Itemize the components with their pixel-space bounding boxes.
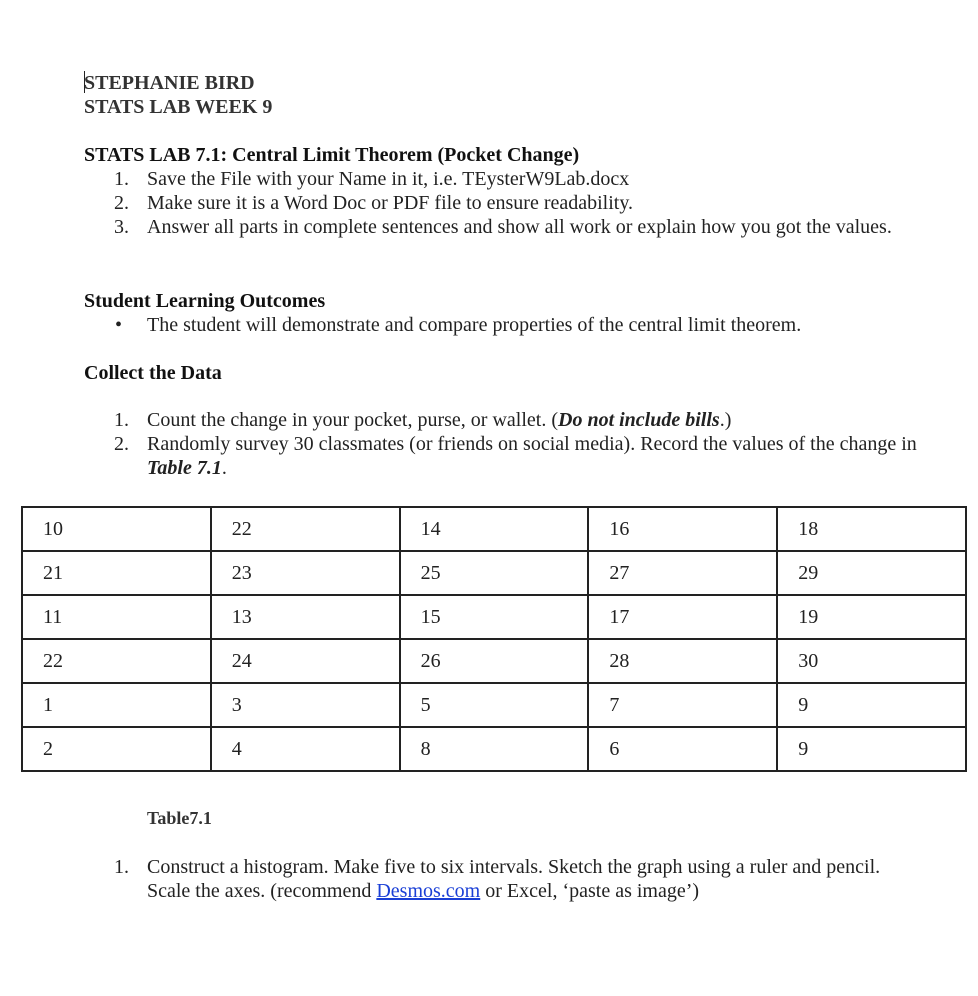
emphasis-text: Table 7.1 <box>147 457 222 479</box>
table-cell[interactable]: 11 <box>22 595 211 639</box>
list-item-text-end: . <box>221 457 227 479</box>
list-number: 1. <box>114 856 129 878</box>
table-row <box>22 727 966 771</box>
table-cell[interactable]: 4 <box>211 727 400 771</box>
list-item-text: Count the change in your pocket, purse, or wallet. ( <box>147 409 558 431</box>
table-cell[interactable]: 13 <box>211 595 400 639</box>
table-cell[interactable]: 28 <box>588 639 777 683</box>
histogram-section <box>84 855 927 903</box>
list-item <box>84 313 801 337</box>
list-number: 3. <box>114 216 129 238</box>
table-cell[interactable]: 24 <box>211 639 400 683</box>
data-table <box>21 506 967 772</box>
list-item <box>84 408 937 432</box>
emphasis-text: Do not include bills <box>558 409 720 431</box>
table-cell[interactable]: 26 <box>400 639 589 683</box>
table-cell[interactable]: 10 <box>22 507 211 551</box>
table-cell[interactable]: 6 <box>588 727 777 771</box>
table-cell[interactable]: 2 <box>22 727 211 771</box>
table-cell[interactable]: 8 <box>400 727 589 771</box>
table-cell[interactable]: 29 <box>777 551 966 595</box>
table-cell[interactable]: 1 <box>22 683 211 727</box>
table-row <box>22 551 966 595</box>
list-item <box>84 215 937 239</box>
table-cell[interactable]: 16 <box>588 507 777 551</box>
desmos-link[interactable]: Desmos.com <box>376 880 481 902</box>
outcomes-list <box>84 313 801 337</box>
table-cell[interactable]: 15 <box>400 595 589 639</box>
table-row <box>22 507 966 551</box>
table-cell[interactable]: 5 <box>400 683 589 727</box>
list-number: 1. <box>114 168 129 190</box>
list-number: 1. <box>114 409 129 431</box>
list-item-text: Save the File with your Name in it, i.e. TEysterW9Lab.docx <box>147 168 630 190</box>
list-item-text: Answer all parts in complete sentences and show all work or explain how you got the values. <box>147 216 892 238</box>
table-cell[interactable]: 30 <box>777 639 966 683</box>
histogram-list <box>84 855 927 903</box>
list-item-text-end: or Excel, ‘paste as image’) <box>480 880 700 902</box>
table-cell[interactable]: 25 <box>400 551 589 595</box>
table-cell[interactable]: 3 <box>211 683 400 727</box>
collect-title: Collect the Data <box>84 362 222 384</box>
table-row <box>22 639 966 683</box>
list-item <box>84 855 927 903</box>
table-cell[interactable]: 22 <box>211 507 400 551</box>
table-cell[interactable]: 7 <box>588 683 777 727</box>
table-cell[interactable]: 14 <box>400 507 589 551</box>
table-cell[interactable]: 21 <box>22 551 211 595</box>
list-item-text: Make sure it is a Word Doc or PDF file to ensure readability. <box>147 192 634 214</box>
table-cell[interactable]: 9 <box>777 727 966 771</box>
outcomes-title: Student Learning Outcomes <box>84 290 326 312</box>
table-cell[interactable]: 17 <box>588 595 777 639</box>
collect-list <box>84 408 937 480</box>
lab-section <box>84 143 937 239</box>
table-cell[interactable]: 22 <box>22 639 211 683</box>
list-item-text: The student will demonstrate and compare properties of the central limit theorem. <box>147 314 802 336</box>
list-item-text: Randomly survey 30 classmates (or friends on social media). Record the values of the change in <box>147 433 917 455</box>
table-row <box>22 683 966 727</box>
table-row <box>22 595 966 639</box>
list-item <box>84 167 937 191</box>
document-header <box>84 71 272 119</box>
collect-section <box>84 408 937 480</box>
table-cell[interactable]: 27 <box>588 551 777 595</box>
table-cell[interactable]: 9 <box>777 683 966 727</box>
lab-title: STATS LAB 7.1: Central Limit Theorem (Pocket Change) <box>84 144 580 166</box>
table-cell[interactable]: 18 <box>777 507 966 551</box>
bullet-icon: • <box>115 314 123 336</box>
table-caption: Table7.1 <box>147 808 212 828</box>
list-item <box>84 432 937 480</box>
list-item-text-end: .) <box>719 409 732 431</box>
instruction-list <box>84 167 937 239</box>
table-cell[interactable]: 19 <box>777 595 966 639</box>
list-number: 2. <box>114 433 129 455</box>
document-subtitle: STATS LAB WEEK 9 <box>84 96 273 118</box>
outcomes-section <box>84 289 801 337</box>
student-name: STEPHANIE BIRD <box>84 72 255 94</box>
table-cell[interactable]: 23 <box>211 551 400 595</box>
list-number: 2. <box>114 192 129 214</box>
list-item-text: Construct a histogram. Make five to six intervals. Sketch the graph using a ruler and pencil. Scale the axes. (recommend <box>147 856 881 902</box>
list-item <box>84 191 937 215</box>
